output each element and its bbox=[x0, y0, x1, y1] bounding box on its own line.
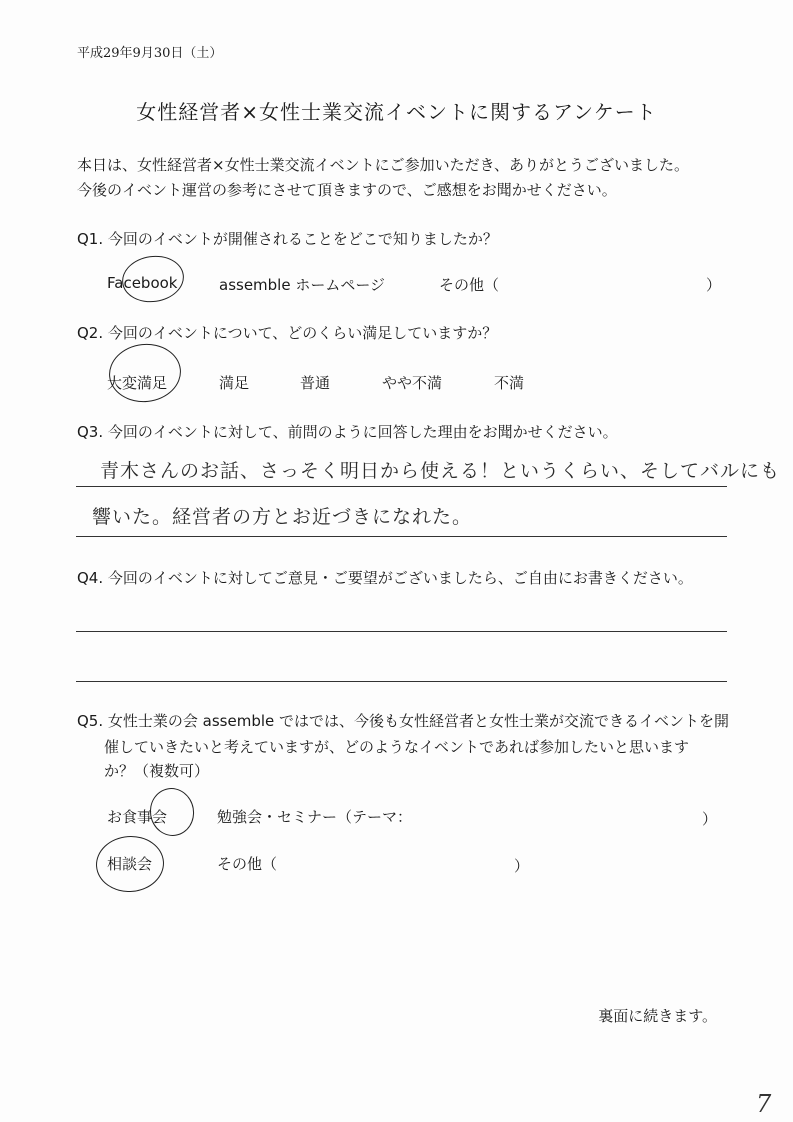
q5-seminar-close-paren: ） bbox=[702, 810, 718, 828]
q3-handwritten-answer-line-2: 響いた。経営者の方とお近づきになれた。 bbox=[92, 506, 473, 528]
question-5-line-3: か？（複数可） bbox=[104, 762, 210, 780]
q4-answer-rule-2[interactable] bbox=[76, 681, 727, 682]
q1-other-close-paren: ） bbox=[706, 276, 722, 294]
q4-answer-rule-1[interactable] bbox=[76, 631, 727, 632]
question-4: Q4. 今回のイベントに対してご意見・ご要望がございましたら、ご自由にお書きください。 bbox=[77, 569, 693, 587]
q3-answer-rule-2 bbox=[76, 536, 727, 537]
q1-option-other[interactable]: その他（ bbox=[439, 276, 500, 294]
survey-title: 女性経営者×女性士業交流イベントに関するアンケート bbox=[136, 100, 657, 124]
q5-option-other[interactable]: その他（ bbox=[217, 855, 278, 873]
q5-option-consultation[interactable]: 相談会 bbox=[107, 855, 153, 873]
question-1: Q1. 今回のイベントが開催されることをどこで知りましたか？ bbox=[77, 230, 498, 248]
intro-line-2: 今後のイベント運営の参考にさせて頂きますので、ご感想をお聞かせください。 bbox=[77, 181, 617, 199]
q5-consultation-selection-circle bbox=[94, 834, 166, 895]
q2-option-neutral[interactable]: 普通 bbox=[300, 374, 331, 392]
q1-option-homepage[interactable]: assemble ホームページ bbox=[219, 276, 386, 294]
q1-option-facebook[interactable]: Facebook bbox=[107, 274, 178, 292]
continued-on-back-note: 裏面に続きます。 bbox=[598, 1007, 717, 1025]
question-5-line-1: Q5. 女性士業の会 assemble ではでは、今後も女性経営者と女性士業が交流できるイベントを開 bbox=[77, 712, 730, 730]
q2-option-somewhat-dissatisfied[interactable]: やや不満 bbox=[382, 374, 443, 392]
survey-date: 平成29年9月30日（土） bbox=[77, 46, 223, 61]
q5-other-close-paren: ） bbox=[514, 857, 530, 875]
q1-selection-circle bbox=[119, 252, 187, 306]
q2-option-satisfied[interactable]: 満足 bbox=[219, 374, 250, 392]
q3-handwritten-answer-line-1: 青木さんのお話、さっそく明日から使える！というくらい、そしてバルにも bbox=[100, 460, 781, 482]
q5-option-seminar[interactable]: 勉強会・セミナー（テーマ： bbox=[217, 808, 413, 826]
q3-answer-rule-1 bbox=[76, 486, 727, 487]
q2-option-very-satisfied[interactable]: 大変満足 bbox=[107, 374, 168, 392]
question-5-line-2: 催していきたいと考えていますが、どのようなイベントであれば参加したいと思います bbox=[104, 738, 690, 756]
q2-selection-circle bbox=[106, 340, 184, 405]
q5-option-dinner[interactable]: お食事会 bbox=[107, 808, 168, 826]
handwritten-page-number: 7 bbox=[756, 1090, 772, 1118]
question-2: Q2. 今回のイベントについて、どのくらい満足していますか？ bbox=[77, 324, 498, 342]
q2-option-dissatisfied[interactable]: 不満 bbox=[494, 374, 525, 392]
question-3: Q3. 今回のイベントに対して、前問のように回答した理由をお聞かせください。 bbox=[77, 423, 618, 441]
q5-dinner-selection-circle bbox=[146, 785, 198, 840]
intro-line-1: 本日は、女性経営者×女性士業交流イベントにご参加いただき、ありがとうございました。 bbox=[77, 156, 689, 174]
